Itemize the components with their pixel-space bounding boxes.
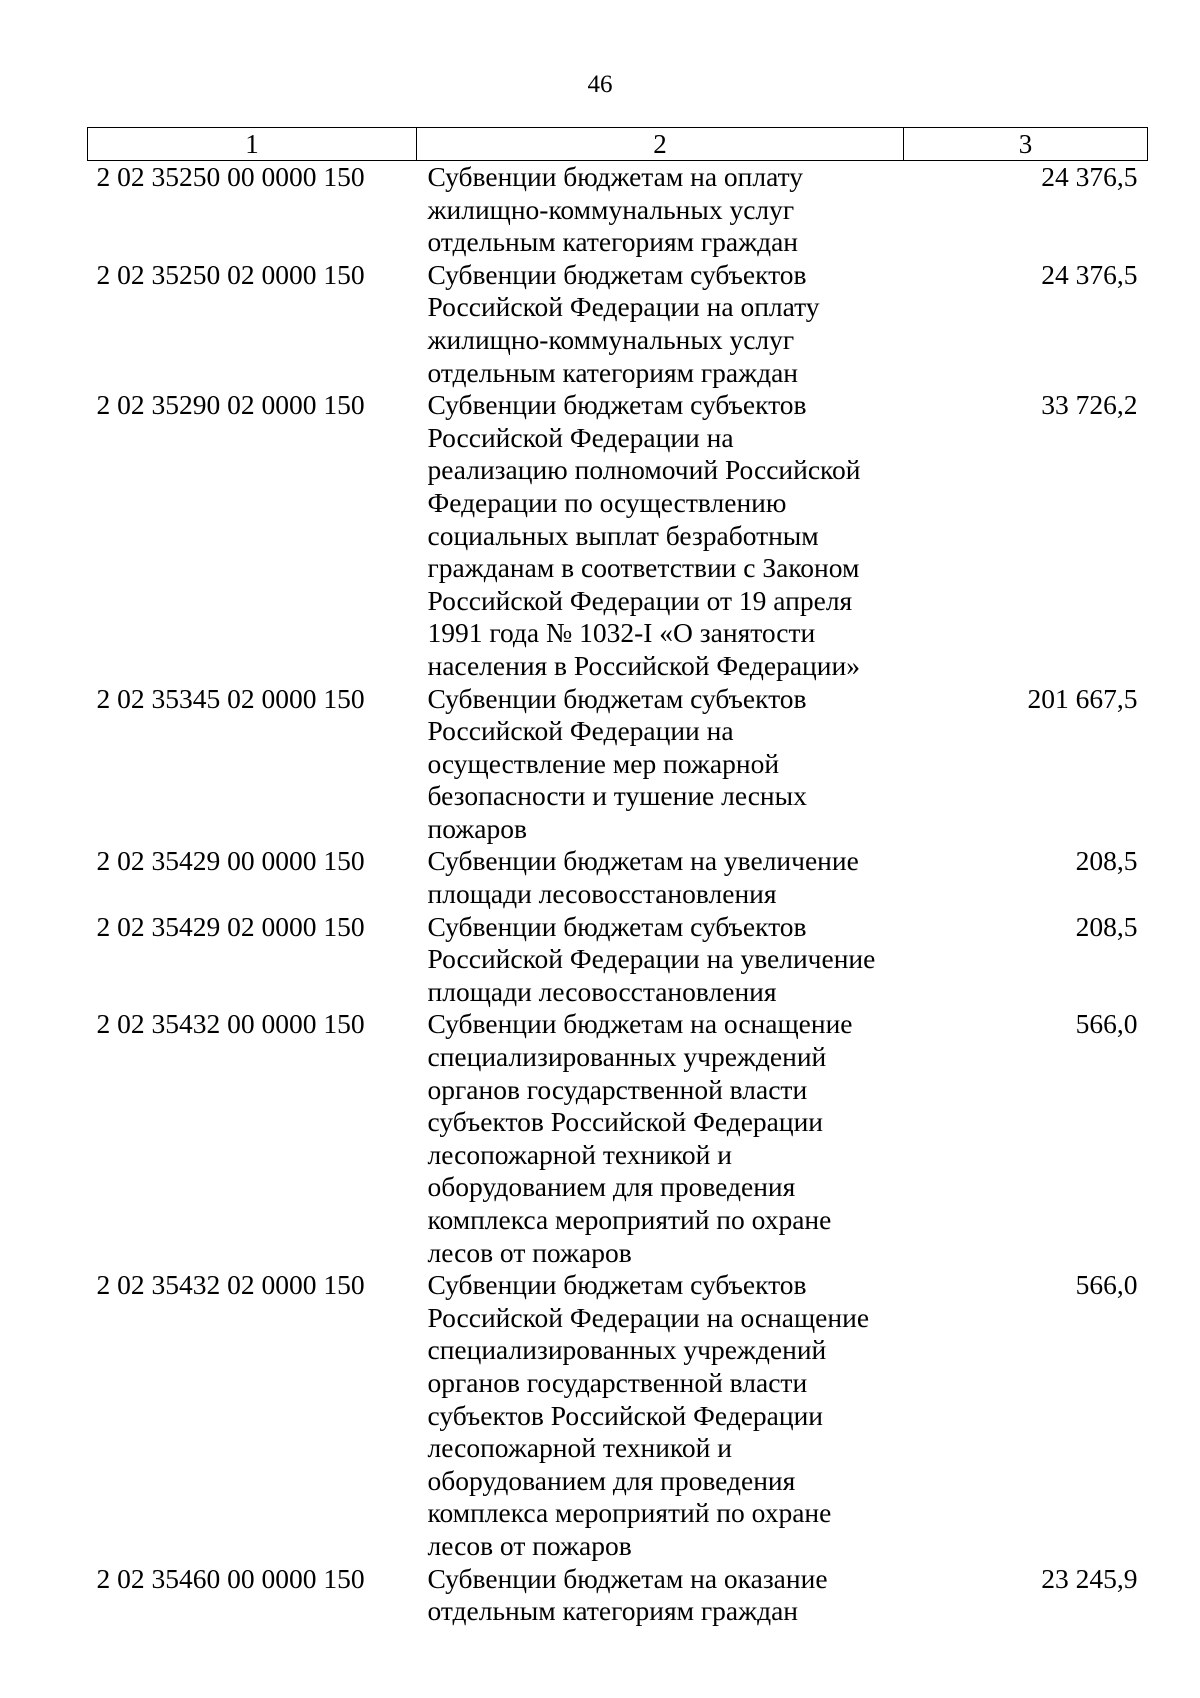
row-name [417, 1563, 904, 1628]
table-body [88, 161, 1148, 1628]
row-name-line: лесопожарной техникой и [427, 1138, 732, 1170]
row-name-line: Российской Федерации на [427, 421, 734, 453]
row-amount: 33 726,2 [1041, 389, 1138, 421]
row-name [417, 683, 904, 846]
row-name-line: Российской Федерации на оплату [427, 291, 820, 323]
table-row [88, 389, 1148, 682]
row-name-line: комплекса мероприятий по охране [427, 1497, 832, 1529]
row-name-line: социальных выплат безработным [427, 519, 819, 551]
row-code: 2 02 35460 00 0000 150 [96, 1562, 365, 1594]
row-name [417, 161, 904, 259]
row-amount: 24 376,5 [1041, 258, 1138, 290]
row-code: 2 02 35250 02 0000 150 [96, 258, 365, 290]
row-code: 2 02 35429 00 0000 150 [96, 845, 365, 877]
row-name-line: населения в Российской Федерации» [427, 649, 860, 681]
row-name-line: Субвенции бюджетам на оплату [427, 161, 804, 192]
row-code: 2 02 35345 02 0000 150 [96, 682, 365, 714]
row-name-line: 1991 года № 1032-I «О занятости [427, 617, 816, 649]
row-name [417, 845, 904, 910]
row-name-line: специализированных учреждений [427, 1041, 827, 1073]
row-name-line: Российской Федерации от 19 апреля [427, 584, 853, 616]
row-amount: 208,5 [1075, 845, 1138, 877]
table-row [88, 161, 1148, 259]
table-header-row [88, 128, 1148, 161]
row-name [417, 911, 904, 1009]
row-name-line: безопасности и тушение лесных [427, 780, 807, 812]
row-name-line: Субвенции бюджетам субъектов [427, 910, 807, 942]
table-row [88, 1008, 1148, 1269]
row-name-line: Федерации по осуществлению [427, 486, 787, 518]
row-name-line: оборудованием для проведения [427, 1171, 796, 1203]
row-name-line: Российской Федерации на [427, 715, 734, 747]
row-amount: 566,0 [1075, 1269, 1138, 1301]
row-name [417, 259, 904, 389]
row-name-line: отдельным категориям граждан [427, 1595, 799, 1627]
row-name-line: субъектов Российской Федерации [427, 1399, 824, 1431]
row-name-line: Субвенции бюджетам на оказание [427, 1562, 828, 1594]
header-column-name: 2 [417, 128, 904, 161]
row-name [417, 389, 904, 682]
row-name-line: Субвенции бюджетам субъектов [427, 389, 807, 421]
table-row [88, 845, 1148, 910]
row-amount: 201 667,5 [1027, 682, 1138, 714]
row-name-line: органов государственной власти [427, 1073, 808, 1105]
table-row [88, 259, 1148, 389]
row-name-line: лесов от пожаров [427, 1529, 632, 1561]
page-number: 46 [587, 71, 613, 98]
header-column-amount: 3 [904, 128, 1148, 161]
row-name-line: Субвенции бюджетам на оснащение [427, 1008, 853, 1040]
row-name [417, 1008, 904, 1269]
table-row [88, 1563, 1148, 1628]
row-name-line: органов государственной власти [427, 1366, 808, 1398]
row-name [417, 1269, 904, 1562]
row-code: 2 02 35290 02 0000 150 [96, 389, 365, 421]
row-name-line: специализированных учреждений [427, 1334, 827, 1366]
row-name-line: Российской Федерации на увеличение [427, 943, 876, 975]
row-name-line: реализацию полномочий Российской [427, 454, 861, 486]
table-row [88, 683, 1148, 846]
row-code: 2 02 35432 02 0000 150 [96, 1269, 365, 1301]
row-name-line: Российской Федерации на оснащение [427, 1301, 870, 1333]
row-code: 2 02 35432 00 0000 150 [96, 1008, 365, 1040]
row-amount: 23 245,9 [1041, 1562, 1138, 1594]
row-name-line: жилищно-коммунальных услуг [427, 193, 795, 225]
row-code: 2 02 35250 00 0000 150 [96, 161, 365, 192]
row-name-line: осуществление мер пожарной [427, 747, 780, 779]
row-amount: 566,0 [1075, 1008, 1138, 1040]
row-name-line: Субвенции бюджетам субъектов [427, 258, 807, 290]
row-name-line: субъектов Российской Федерации [427, 1106, 824, 1138]
row-amount: 208,5 [1075, 910, 1138, 942]
row-name-line: отдельным категориям граждан [427, 356, 799, 388]
table-row [88, 1269, 1148, 1562]
row-name-line: Субвенции бюджетам субъектов [427, 682, 807, 714]
row-name-line: комплекса мероприятий по охране [427, 1204, 832, 1235]
header-column-code: 1 [88, 128, 417, 161]
row-name-line: Субвенции бюджетам субъектов [427, 1269, 807, 1301]
row-name-line: лесов от пожаров [427, 1236, 632, 1268]
row-name-line: оборудованием для проведения [427, 1464, 796, 1496]
row-name-line: пожаров [427, 812, 527, 844]
row-name-line: лесопожарной техникой и [427, 1432, 732, 1464]
table-row [88, 911, 1148, 1009]
row-name-line: жилищно-коммунальных услуг [427, 323, 795, 355]
row-name-line: гражданам в соответствии с Законом [427, 552, 860, 584]
row-name-line: Субвенции бюджетам на увеличение [427, 845, 859, 877]
budget-table [87, 127, 1148, 1628]
row-amount: 24 376,5 [1041, 161, 1138, 192]
row-code: 2 02 35429 02 0000 150 [96, 910, 365, 942]
row-name-line: площади лесовосстановления [427, 975, 777, 1007]
row-name-line: отдельным категориям граждан [427, 226, 799, 258]
row-name-line: площади лесовосстановления [427, 878, 777, 910]
